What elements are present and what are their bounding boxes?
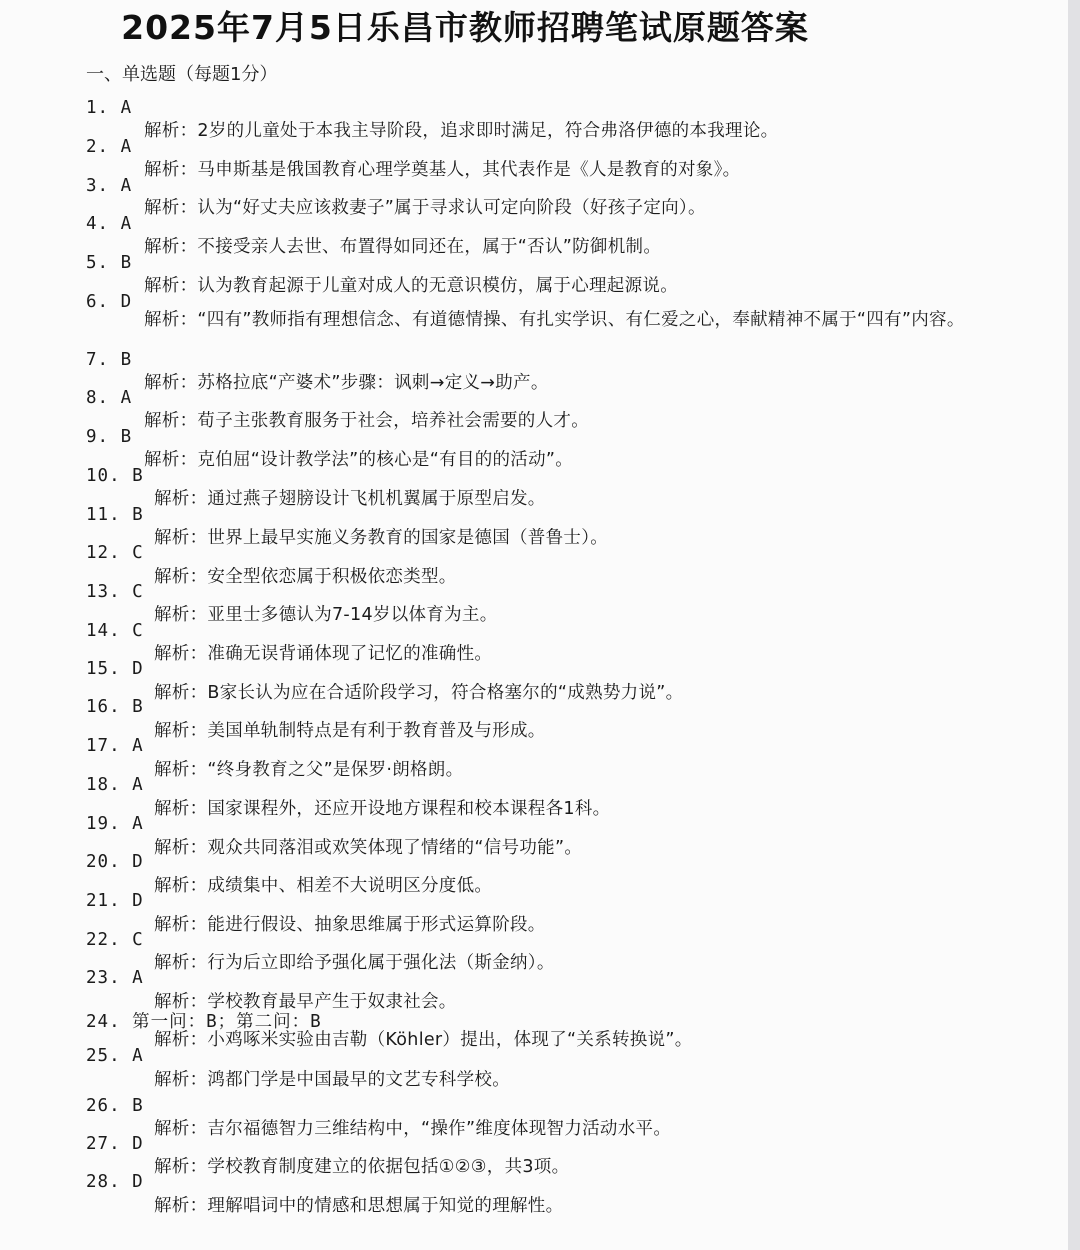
answer-number: 15. D xyxy=(86,659,144,679)
answer-number: 18. A xyxy=(86,775,144,795)
answer-number: 20. D xyxy=(86,852,144,872)
answer-analysis: 解析：安全型依恋属于积极依恋类型。 xyxy=(154,567,457,587)
answer-analysis: 解析：认为教育起源于儿童对成人的无意识模仿，属于心理起源说。 xyxy=(144,276,678,296)
answer-analysis: 解析：小鸡啄米实验由吉勒（Köhler）提出，体现了“关系转换说”。 xyxy=(154,1030,693,1050)
answer-analysis: 解析：苏格拉底“产婆术”步骤：讽刺→定义→助产。 xyxy=(144,373,549,393)
answer-analysis: 解析：世界上最早实施义务教育的国家是德国（普鲁士）。 xyxy=(154,528,609,548)
answer-number: 9. B xyxy=(86,427,133,447)
answer-analysis: 解析：“四有”教师指有理想信念、有道德情操、有扎实学识、有仁爱之心，奉献精神不属于“四有”内容。 xyxy=(144,310,965,330)
page-edge xyxy=(1068,0,1080,1250)
answer-number: 23. A xyxy=(86,968,144,988)
answer-analysis: 解析：学校教育最早产生于奴隶社会。 xyxy=(154,992,457,1012)
answer-number: 1. A xyxy=(86,98,133,118)
answer-analysis: 解析：学校教育制度建立的依据包括①②③，共3项。 xyxy=(154,1157,570,1177)
answer-number: 10. B xyxy=(86,466,144,486)
answer-number: 16. B xyxy=(86,697,144,717)
answer-analysis: 解析：马申斯基是俄国教育心理学奠基人，其代表作是《人是教育的对象》。 xyxy=(144,160,741,180)
answer-analysis: 解析：鸿都门学是中国最早的文艺专科学校。 xyxy=(154,1070,510,1090)
answer-analysis: 解析：认为“好丈夫应该救妻子”属于寻求认可定向阶段（好孩子定向）。 xyxy=(144,198,706,218)
answer-analysis: 解析：成绩集中、相差不大说明区分度低。 xyxy=(154,876,493,896)
answer-analysis: 解析：美国单轨制特点是有利于教育普及与形成。 xyxy=(154,721,546,741)
answer-number: 4. A xyxy=(86,214,133,234)
answer-number: 22. C xyxy=(86,930,144,950)
answer-analysis: 解析：克伯屈“设计教学法”的核心是“有目的的活动”。 xyxy=(144,450,574,470)
answer-analysis: 解析：吉尔福德智力三维结构中，“操作”维度体现智力活动水平。 xyxy=(154,1119,672,1139)
answer-analysis: 解析：行为后立即给予强化属于强化法（斯金纳）。 xyxy=(154,953,555,973)
answer-number: 6. D xyxy=(86,292,133,312)
answer-analysis: 解析：2岁的儿童处于本我主导阶段，追求即时满足，符合弗洛伊德的本我理论。 xyxy=(144,121,779,141)
answer-analysis: 解析：国家课程外，还应开设地方课程和校本课程各1科。 xyxy=(154,799,611,819)
answer-number: 2. A xyxy=(86,137,133,157)
answer-analysis: 解析：B家长认为应在合适阶段学习，符合格塞尔的“成熟势力说”。 xyxy=(154,683,684,703)
answer-analysis: 解析：不接受亲人去世、布置得如同还在，属于“否认”防御机制。 xyxy=(144,237,662,257)
answer-analysis: 解析：理解唱词中的情感和思想属于知觉的理解性。 xyxy=(154,1196,564,1216)
answer-analysis: 解析：准确无误背诵体现了记忆的准确性。 xyxy=(154,644,493,664)
answer-number: 27. D xyxy=(86,1134,144,1154)
answer-number: 11. B xyxy=(86,505,144,525)
answer-analysis: 解析：能进行假设、抽象思维属于形式运算阶段。 xyxy=(154,915,546,935)
answer-number: 19. A xyxy=(86,814,144,834)
answer-number: 25. A xyxy=(86,1046,144,1066)
answer-number: 24. 第一问：B；第二问：B xyxy=(86,1012,322,1032)
answer-number: 12. C xyxy=(86,543,144,563)
answer-number: 14. C xyxy=(86,621,144,641)
answer-number: 3. A xyxy=(86,176,133,196)
answer-number: 21. D xyxy=(86,891,144,911)
section-heading: 一、单选题（每题1分） xyxy=(86,64,278,85)
answer-analysis: 解析：“终身教育之父”是保罗·朗格朗。 xyxy=(154,760,464,780)
answer-analysis: 解析：亚里士多德认为7-14岁以体育为主。 xyxy=(154,605,498,625)
answer-analysis: 解析：观众共同落泪或欢笑体现了情绪的“信号功能”。 xyxy=(154,838,583,858)
answer-number: 28. D xyxy=(86,1172,144,1192)
answer-number: 8. A xyxy=(86,388,133,408)
answer-analysis: 解析：通过燕子翅膀设计飞机机翼属于原型启发。 xyxy=(154,489,546,509)
page-title: 2025年7月5日乐昌市教师招聘笔试原题答案 xyxy=(121,8,809,47)
answer-number: 26. B xyxy=(86,1096,144,1116)
answer-number: 5. B xyxy=(86,253,133,273)
answer-analysis: 解析：荀子主张教育服务于社会，培养社会需要的人才。 xyxy=(144,411,589,431)
answer-number: 7. B xyxy=(86,350,133,370)
answer-number: 17. A xyxy=(86,736,144,756)
answer-number: 13. C xyxy=(86,582,144,602)
